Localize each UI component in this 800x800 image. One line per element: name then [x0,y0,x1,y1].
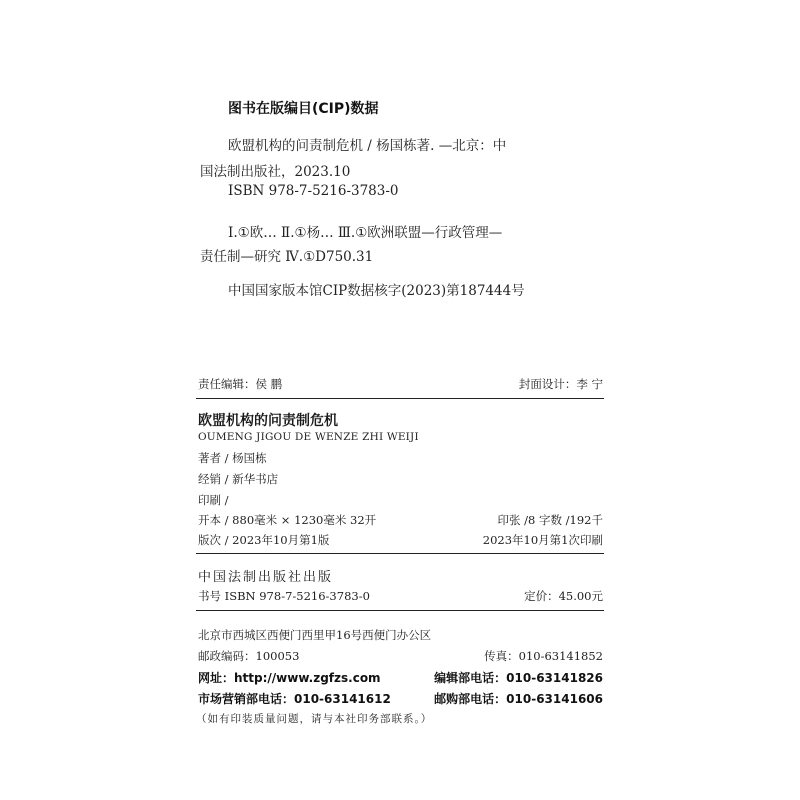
book-distributor: 经销 / 新华书店 [198,472,279,486]
editorial-phone: 编辑部电话：010-63141826 [434,671,603,685]
publisher-fax: 传真：010-63141852 [484,649,603,663]
cip-line-classification-cont: 责任制—研究 Ⅳ.①D750.31 [200,249,374,265]
marketing-phone: 市场营销部电话：010-63141612 [198,692,391,706]
book-title: 欧盟机构的问责制危机 [198,413,338,429]
divider-top [196,398,604,399]
mail-order-phone: 邮购部电话：010-63141606 [434,692,603,706]
book-author: 著者 / 杨国栋 [198,451,267,465]
cip-line-title: 欧盟机构的问责制危机 / 杨国栋著. —北京：中 [228,138,507,154]
book-format: 开本 / 880毫米 × 1230毫米 32开 [198,513,377,527]
cip-line-isbn: ISBN 978-7-5216-3783-0 [228,183,399,199]
cover-designer: 封面设计：李 宁 [518,377,603,391]
publisher-website: 网址：http://www.zgfzs.com [198,671,381,685]
cip-heading: 图书在版编目(CIP)数据 [228,101,379,117]
cip-line-record-number: 中国国家版本馆CIP数据核字(2023)第187444号 [228,283,525,299]
divider-middle [196,553,604,554]
publisher-address: 北京市西城区西便门西里甲16号西便门办公区 [198,628,432,642]
book-edition: 版次 / 2023年10月第1版 [198,533,330,547]
book-price: 定价：45.00元 [524,589,603,603]
book-isbn: 书号 ISBN 978-7-5216-3783-0 [198,589,370,603]
cip-line-publisher: 国法制出版社，2023.10 [200,164,351,180]
cip-line-classification: Ⅰ.①欧… Ⅱ.①杨… Ⅲ.①欧洲联盟—行政管理— [228,225,503,241]
responsible-editor: 责任编辑：侯 鹏 [198,377,283,391]
quality-note: （如有印装质量问题，请与本社印务部联系。） [196,713,433,725]
publisher-postcode: 邮政编码：100053 [198,649,300,663]
publisher-name: 中国法制出版社出版 [198,570,334,585]
book-title-pinyin: OUMENG JIGOU DE WENZE ZHI WEIJI [198,431,419,443]
book-printing: 2023年10月第1次印刷 [482,533,603,547]
divider-bottom [196,610,604,611]
book-printer: 印刷 / [198,493,229,507]
book-sheets-wordcount: 印张 /8 字数 /192千 [497,513,603,527]
